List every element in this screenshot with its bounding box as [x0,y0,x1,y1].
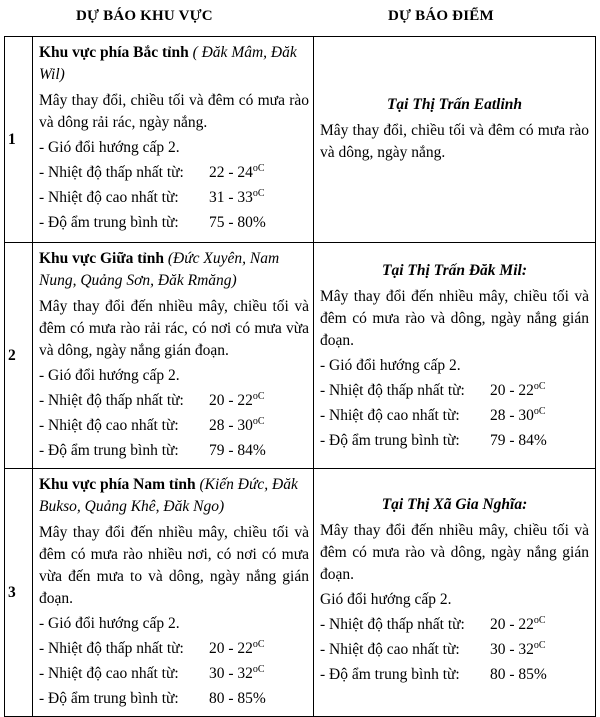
point-cell [314,469,596,717]
point-description: Mây thay đổi đến nhiều mây, chiều tối và đêm có mưa rào và dông, ngày nắng gián đoạn. [320,522,589,583]
tmax-label: - Nhiệt độ cao nhất từ: [320,641,460,658]
tmin-value: 20 - 22 [490,616,534,633]
region-subtitle: ( Đăk Mâm, Đăk Wil) [39,44,297,83]
temp-unit: oC [533,405,546,417]
tmax-value: 31 - 33 [209,189,253,206]
humidity-label: - Độ ẩm trung bình từ: [39,214,179,231]
region-subtitle: (Đức Xuyên, Nam Nung, Quảng Sơn, Đăk Rmăng) [39,250,280,289]
point-wind: - Gió đổi hướng cấp 2. [320,357,461,374]
humidity-label: - Độ ẩm trung bình từ: [39,690,179,707]
humidity-label: - Độ ẩm trung bình từ: [39,442,179,459]
tmax-value: 30 - 32 [490,641,534,658]
tmax-value: 28 - 30 [490,407,534,424]
point-description: Mây thay đổi, chiều tối và đêm có mưa rào và dông, ngày nắng. [320,122,589,161]
tmax-value: 30 - 32 [209,665,253,682]
point-humidity [320,430,589,452]
region-wind: - Gió đổi hướng cấp 2. [39,139,180,156]
row-number: 2 [5,243,33,469]
temp-unit: oC [252,638,265,650]
temp-unit: oC [252,663,265,675]
region-title [39,474,309,518]
tmax-label: - Nhiệt độ cao nhất từ: [320,407,460,424]
temp-unit: oC [533,380,546,392]
header-region: DỰ BÁO KHU VỰC [76,8,213,24]
region-humidity [39,440,309,462]
region-title-text: Khu vực phía Nam tỉnh [39,476,196,493]
region-description: Mây thay đổi đến nhiều mây, chiều tối và đêm có mưa rào nhiều nơi, có nơi có mưa vừa đến mưa to và dông, ngày nắng gián đoạn. [39,524,309,607]
tmin-label: - Nhiệt độ thấp nhất từ: [320,382,465,399]
humidity-value: 79 - 84% [209,442,266,459]
temp-unit: oC [533,639,546,651]
temp-unit: oC [252,162,265,174]
region-title [39,248,309,292]
point-tmin [320,380,589,402]
header-point: DỰ BÁO ĐIỂM [388,8,494,24]
humidity-value: 75 - 80% [209,214,266,231]
point-title: Tại Thị Trấn Đăk Mil: [382,262,527,279]
table-row [5,37,596,243]
region-title [39,42,309,86]
point-tmax [320,405,589,427]
tmin-value: 20 - 22 [209,640,253,657]
region-tmax [39,663,309,685]
tmax-label: - Nhiệt độ cao nhất từ: [39,189,179,206]
humidity-value: 80 - 85% [209,690,266,707]
table-row [5,469,596,717]
region-description: Mây thay đổi, chiều tối và đêm có mưa rào và dông rải rác, ngày nắng. [39,92,309,131]
tmin-value: 22 - 24 [209,164,253,181]
region-tmin [39,638,309,660]
tmax-value: 28 - 30 [209,417,253,434]
region-cell [33,469,314,717]
point-title: Tại Thị Trấn Eatlinh [386,96,523,113]
region-description: Mây thay đổi đến nhiều mây, chiều tối và đêm có mưa rào rải rác, có nơi có mưa vừa và dông, ngày nắng gián đoạn. [39,298,309,359]
table-row [5,243,596,469]
tmax-label: - Nhiệt độ cao nhất từ: [39,417,179,434]
humidity-label: - Độ ẩm trung bình từ: [320,666,460,683]
row-number: 1 [5,37,33,243]
forecast-table [4,36,596,717]
point-humidity [320,664,589,686]
point-cell [314,37,596,243]
row-number: 3 [5,469,33,717]
temp-unit: oC [533,614,546,626]
tmin-value: 20 - 22 [209,392,253,409]
region-tmin [39,390,309,412]
region-cell [33,37,314,243]
humidity-label: - Độ ẩm trung bình từ: [320,432,460,449]
tmin-label: - Nhiệt độ thấp nhất từ: [320,616,465,633]
tmin-label: - Nhiệt độ thấp nhất từ: [39,164,184,181]
tmax-label: - Nhiệt độ cao nhất từ: [39,665,179,682]
region-title-text: Khu vực phía Bắc tỉnh [39,44,189,61]
temp-unit: oC [252,187,265,199]
region-wind: - Gió đổi hướng cấp 2. [39,615,180,632]
region-cell [33,243,314,469]
temp-unit: oC [252,390,265,402]
tmin-label: - Nhiệt độ thấp nhất từ: [39,392,184,409]
tmin-label: - Nhiệt độ thấp nhất từ: [39,640,184,657]
region-tmax [39,415,309,437]
point-description: Mây thay đổi đến nhiều mây, chiều tối và đêm có mưa rào và dông, ngày nắng gián đoạn. [320,288,589,349]
region-wind: - Gió đổi hướng cấp 2. [39,367,180,384]
point-wind: Gió đổi hướng cấp 2. [320,591,452,608]
point-title: Tại Thị Xã Gia Nghĩa: [381,496,528,513]
point-tmin [320,614,589,636]
tmin-value: 20 - 22 [490,382,534,399]
region-tmax [39,187,309,209]
humidity-value: 79 - 84% [490,432,547,449]
temp-unit: oC [252,415,265,427]
region-subtitle: (Kiến Đức, Đăk Bukso, Quảng Khê, Đăk Ngo) [39,476,298,515]
region-title-text: Khu vực Giữa tỉnh [39,250,164,267]
humidity-value: 80 - 85% [490,666,547,683]
point-tmax [320,639,589,661]
point-cell [314,243,596,469]
region-tmin [39,162,309,184]
region-humidity [39,688,309,710]
region-humidity [39,212,309,234]
